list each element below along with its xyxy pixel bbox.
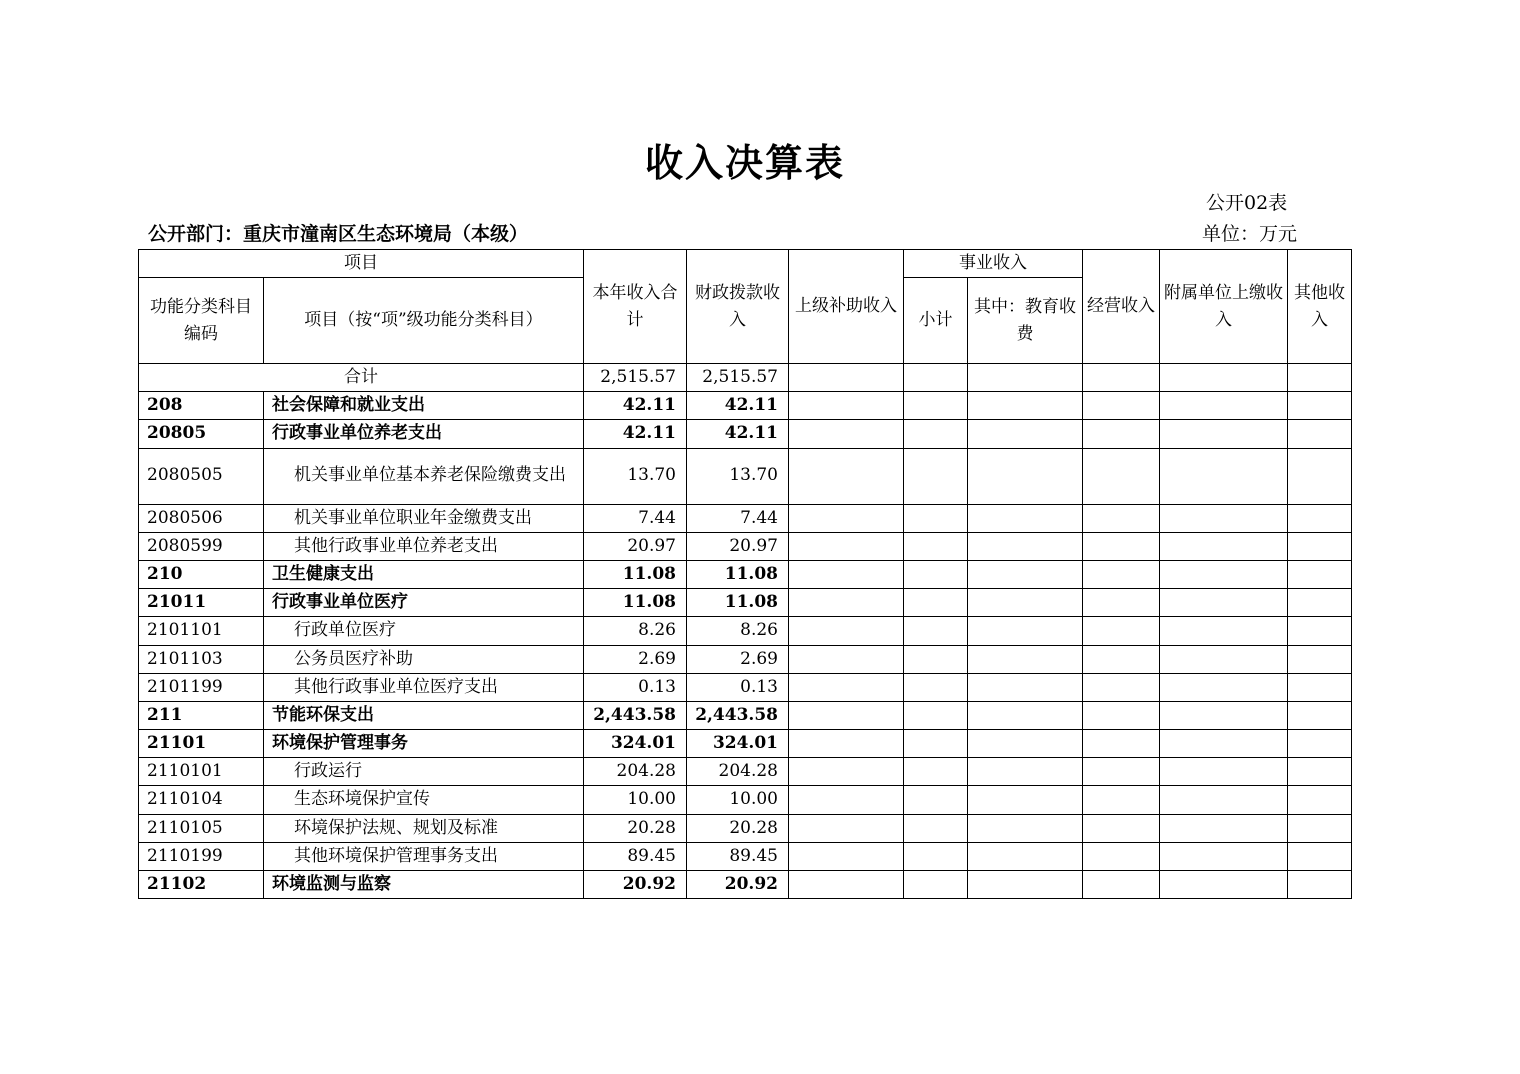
- table-row: [139, 532, 1352, 560]
- table-body: [139, 364, 1352, 899]
- code-cell: 21102: [139, 871, 264, 899]
- business-subtotal-cell: [904, 364, 968, 392]
- fiscal-cell: 10.00: [687, 786, 789, 814]
- code-cell: 21011: [139, 589, 264, 617]
- code-cell: 20805: [139, 420, 264, 448]
- other-cell: [1288, 673, 1352, 701]
- superior-cell: [789, 560, 904, 588]
- header-affiliated: 附属单位上缴收入: [1160, 250, 1288, 364]
- table-row: [139, 504, 1352, 532]
- total-income-cell: 11.08: [584, 560, 687, 588]
- code-cell: 21101: [139, 730, 264, 758]
- business-subtotal-cell: [904, 758, 968, 786]
- table-row: [139, 645, 1352, 673]
- superior-cell: [789, 842, 904, 870]
- name-cell: 公务员医疗补助: [264, 645, 584, 673]
- operating-cell: [1083, 364, 1160, 392]
- total-income-cell: 2,443.58: [584, 701, 687, 729]
- affiliated-cell: [1160, 589, 1288, 617]
- table-row: [139, 673, 1352, 701]
- code-cell: 2080506: [139, 504, 264, 532]
- total-income-cell: 42.11: [584, 420, 687, 448]
- name-cell: 行政事业单位养老支出: [264, 420, 584, 448]
- total-income-cell: 13.70: [584, 448, 687, 504]
- code-cell: 2080599: [139, 532, 264, 560]
- business-subtotal-cell: [904, 701, 968, 729]
- header-business: 事业收入: [904, 250, 1083, 278]
- operating-cell: [1083, 448, 1160, 504]
- fiscal-cell: 20.92: [687, 871, 789, 899]
- superior-cell: [789, 448, 904, 504]
- header-superior: 上级补助收入: [789, 250, 904, 364]
- business-subtotal-cell: [904, 560, 968, 588]
- table-row: [139, 814, 1352, 842]
- other-cell: [1288, 645, 1352, 673]
- other-cell: [1288, 701, 1352, 729]
- name-cell: 其他行政事业单位养老支出: [264, 532, 584, 560]
- affiliated-cell: [1160, 617, 1288, 645]
- education-cell: [968, 673, 1083, 701]
- unit-label: 单位：万元: [1202, 223, 1298, 245]
- total-income-cell: 204.28: [584, 758, 687, 786]
- table-row: [139, 560, 1352, 588]
- other-cell: [1288, 420, 1352, 448]
- total-label-cell: 合计: [139, 364, 584, 392]
- total-income-cell: 20.92: [584, 871, 687, 899]
- operating-cell: [1083, 786, 1160, 814]
- code-cell: 2110104: [139, 786, 264, 814]
- affiliated-cell: [1160, 364, 1288, 392]
- operating-cell: [1083, 673, 1160, 701]
- fiscal-cell: 20.28: [687, 814, 789, 842]
- code-cell: 211: [139, 701, 264, 729]
- operating-cell: [1083, 758, 1160, 786]
- total-income-cell: 0.13: [584, 673, 687, 701]
- other-cell: [1288, 842, 1352, 870]
- affiliated-cell: [1160, 392, 1288, 420]
- fiscal-cell: 13.70: [687, 448, 789, 504]
- table-row: [139, 701, 1352, 729]
- total-income-cell: 324.01: [584, 730, 687, 758]
- education-cell: [968, 448, 1083, 504]
- total-income-cell: 2,515.57: [584, 364, 687, 392]
- education-cell: [968, 730, 1083, 758]
- education-cell: [968, 758, 1083, 786]
- superior-cell: [789, 617, 904, 645]
- business-subtotal-cell: [904, 420, 968, 448]
- name-cell: 行政事业单位医疗: [264, 589, 584, 617]
- fiscal-cell: 2,443.58: [687, 701, 789, 729]
- operating-cell: [1083, 420, 1160, 448]
- superior-cell: [789, 758, 904, 786]
- affiliated-cell: [1160, 786, 1288, 814]
- table-row: [139, 842, 1352, 870]
- fiscal-cell: 20.97: [687, 532, 789, 560]
- education-cell: [968, 871, 1083, 899]
- education-cell: [968, 420, 1083, 448]
- other-cell: [1288, 532, 1352, 560]
- other-cell: [1288, 786, 1352, 814]
- education-cell: [968, 392, 1083, 420]
- fiscal-cell: 2,515.57: [687, 364, 789, 392]
- affiliated-cell: [1160, 842, 1288, 870]
- operating-cell: [1083, 532, 1160, 560]
- total-income-cell: 8.26: [584, 617, 687, 645]
- operating-cell: [1083, 617, 1160, 645]
- other-cell: [1288, 617, 1352, 645]
- header-project: 项目: [139, 250, 584, 278]
- table-row: [139, 730, 1352, 758]
- education-cell: [968, 504, 1083, 532]
- affiliated-cell: [1160, 504, 1288, 532]
- other-cell: [1288, 448, 1352, 504]
- code-cell: 210: [139, 560, 264, 588]
- fiscal-cell: 42.11: [687, 420, 789, 448]
- table-row: [139, 617, 1352, 645]
- affiliated-cell: [1160, 758, 1288, 786]
- header-total-income: 本年收入合计: [584, 250, 687, 364]
- other-cell: [1288, 589, 1352, 617]
- name-cell: 生态环境保护宣传: [264, 786, 584, 814]
- fiscal-cell: 204.28: [687, 758, 789, 786]
- header-code: 功能分类科目编码: [139, 278, 264, 364]
- superior-cell: [789, 532, 904, 560]
- other-cell: [1288, 504, 1352, 532]
- superior-cell: [789, 589, 904, 617]
- education-cell: [968, 645, 1083, 673]
- business-subtotal-cell: [904, 532, 968, 560]
- business-subtotal-cell: [904, 617, 968, 645]
- code-cell: 2101103: [139, 645, 264, 673]
- superior-cell: [789, 392, 904, 420]
- header-operating: 经营收入: [1083, 250, 1160, 364]
- education-cell: [968, 589, 1083, 617]
- operating-cell: [1083, 504, 1160, 532]
- code-cell: 2110101: [139, 758, 264, 786]
- name-cell: 行政单位医疗: [264, 617, 584, 645]
- education-cell: [968, 560, 1083, 588]
- table-row: [139, 448, 1352, 504]
- fiscal-cell: 8.26: [687, 617, 789, 645]
- name-cell: 环境保护法规、规划及标准: [264, 814, 584, 842]
- income-table: [138, 249, 1352, 899]
- business-subtotal-cell: [904, 589, 968, 617]
- total-income-cell: 20.97: [584, 532, 687, 560]
- education-cell: [968, 786, 1083, 814]
- business-subtotal-cell: [904, 673, 968, 701]
- total-income-cell: 10.00: [584, 786, 687, 814]
- superior-cell: [789, 645, 904, 673]
- superior-cell: [789, 871, 904, 899]
- page-title: 收入决算表: [644, 140, 845, 185]
- name-cell: 环境监测与监察: [264, 871, 584, 899]
- education-cell: [968, 814, 1083, 842]
- fiscal-cell: 324.01: [687, 730, 789, 758]
- other-cell: [1288, 392, 1352, 420]
- other-cell: [1288, 364, 1352, 392]
- table-row: [139, 364, 1352, 392]
- total-income-cell: 42.11: [584, 392, 687, 420]
- fiscal-cell: 0.13: [687, 673, 789, 701]
- header-education: 其中：教育收费: [968, 278, 1083, 364]
- operating-cell: [1083, 871, 1160, 899]
- name-cell: 社会保障和就业支出: [264, 392, 584, 420]
- table-row: [139, 420, 1352, 448]
- affiliated-cell: [1160, 420, 1288, 448]
- header-other: 其他收入: [1288, 250, 1352, 364]
- superior-cell: [789, 420, 904, 448]
- business-subtotal-cell: [904, 392, 968, 420]
- operating-cell: [1083, 560, 1160, 588]
- business-subtotal-cell: [904, 842, 968, 870]
- total-income-cell: 7.44: [584, 504, 687, 532]
- business-subtotal-cell: [904, 448, 968, 504]
- total-income-cell: 89.45: [584, 842, 687, 870]
- table-row: [139, 786, 1352, 814]
- other-cell: [1288, 814, 1352, 842]
- name-cell: 环境保护管理事务: [264, 730, 584, 758]
- affiliated-cell: [1160, 560, 1288, 588]
- operating-cell: [1083, 645, 1160, 673]
- table-row: [139, 871, 1352, 899]
- fiscal-cell: 11.08: [687, 589, 789, 617]
- name-cell: 机关事业单位基本养老保险缴费支出: [264, 448, 584, 504]
- code-cell: 2101199: [139, 673, 264, 701]
- fiscal-cell: 2.69: [687, 645, 789, 673]
- education-cell: [968, 532, 1083, 560]
- fiscal-cell: 7.44: [687, 504, 789, 532]
- table-row: [139, 589, 1352, 617]
- other-cell: [1288, 560, 1352, 588]
- education-cell: [968, 364, 1083, 392]
- business-subtotal-cell: [904, 814, 968, 842]
- superior-cell: [789, 814, 904, 842]
- table-row: [139, 392, 1352, 420]
- superior-cell: [789, 364, 904, 392]
- fiscal-cell: 42.11: [687, 392, 789, 420]
- superior-cell: [789, 701, 904, 729]
- fiscal-cell: 11.08: [687, 560, 789, 588]
- operating-cell: [1083, 730, 1160, 758]
- name-cell: 行政运行: [264, 758, 584, 786]
- education-cell: [968, 617, 1083, 645]
- affiliated-cell: [1160, 673, 1288, 701]
- name-cell: 卫生健康支出: [264, 560, 584, 588]
- operating-cell: [1083, 589, 1160, 617]
- operating-cell: [1083, 842, 1160, 870]
- code-cell: 2080505: [139, 448, 264, 504]
- business-subtotal-cell: [904, 786, 968, 814]
- name-cell: 其他环境保护管理事务支出: [264, 842, 584, 870]
- superior-cell: [789, 673, 904, 701]
- header-fiscal: 财政拨款收入: [687, 250, 789, 364]
- superior-cell: [789, 730, 904, 758]
- affiliated-cell: [1160, 532, 1288, 560]
- business-subtotal-cell: [904, 504, 968, 532]
- business-subtotal-cell: [904, 645, 968, 673]
- total-income-cell: 20.28: [584, 814, 687, 842]
- business-subtotal-cell: [904, 730, 968, 758]
- header-subtotal: 小计: [904, 278, 968, 364]
- operating-cell: [1083, 392, 1160, 420]
- education-cell: [968, 842, 1083, 870]
- affiliated-cell: [1160, 645, 1288, 673]
- affiliated-cell: [1160, 701, 1288, 729]
- superior-cell: [789, 786, 904, 814]
- code-cell: 2110105: [139, 814, 264, 842]
- code-cell: 208: [139, 392, 264, 420]
- other-cell: [1288, 758, 1352, 786]
- table-number: 公开02表: [1206, 192, 1288, 214]
- business-subtotal-cell: [904, 871, 968, 899]
- total-income-cell: 11.08: [584, 589, 687, 617]
- affiliated-cell: [1160, 448, 1288, 504]
- code-cell: 2110199: [139, 842, 264, 870]
- name-cell: 其他行政事业单位医疗支出: [264, 673, 584, 701]
- code-cell: 2101101: [139, 617, 264, 645]
- affiliated-cell: [1160, 814, 1288, 842]
- operating-cell: [1083, 814, 1160, 842]
- fiscal-cell: 89.45: [687, 842, 789, 870]
- operating-cell: [1083, 701, 1160, 729]
- department-label: 公开部门：重庆市潼南区生态环境局（本级）: [148, 223, 529, 245]
- superior-cell: [789, 504, 904, 532]
- education-cell: [968, 701, 1083, 729]
- name-cell: 机关事业单位职业年金缴费支出: [264, 504, 584, 532]
- header-name: 项目（按“项”级功能分类科目）: [264, 278, 584, 364]
- affiliated-cell: [1160, 871, 1288, 899]
- other-cell: [1288, 730, 1352, 758]
- table-row: [139, 758, 1352, 786]
- other-cell: [1288, 871, 1352, 899]
- total-income-cell: 2.69: [584, 645, 687, 673]
- name-cell: 节能环保支出: [264, 701, 584, 729]
- affiliated-cell: [1160, 730, 1288, 758]
